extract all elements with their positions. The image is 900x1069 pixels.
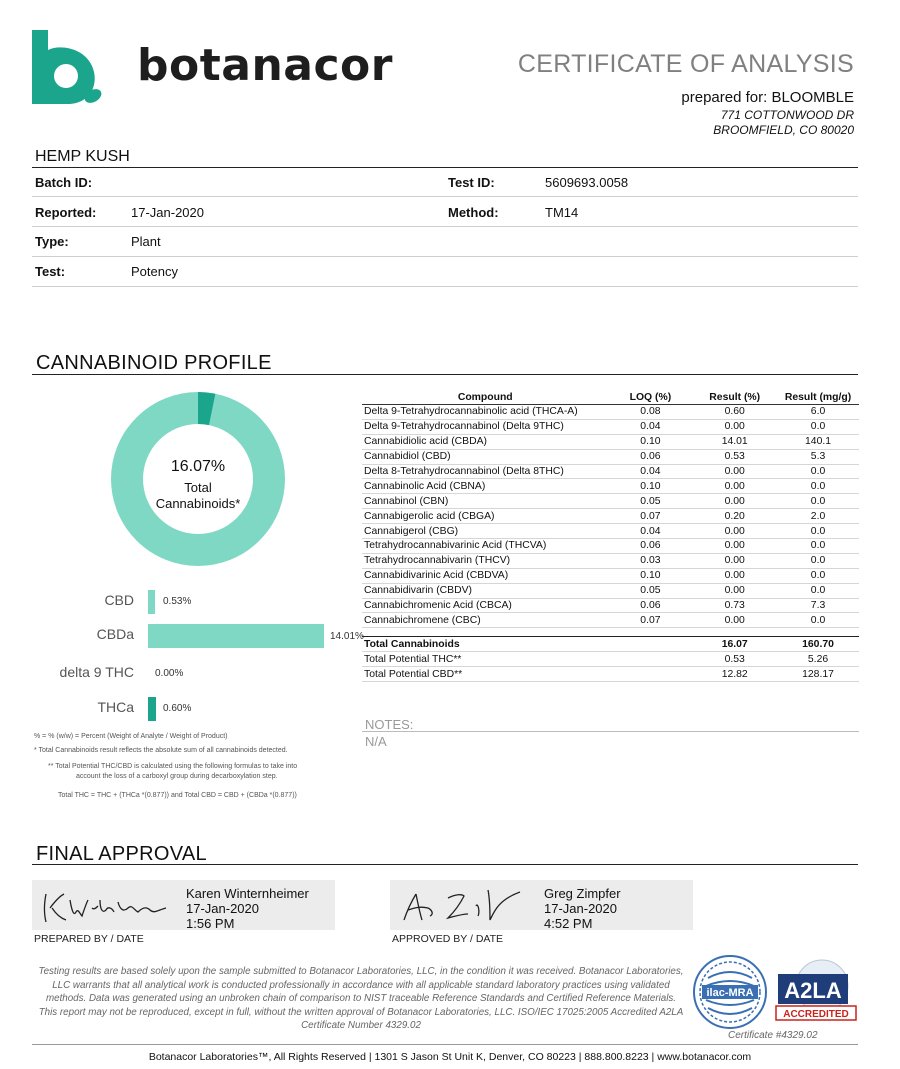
table-row	[362, 479, 859, 494]
table-row	[362, 539, 859, 554]
bar-value: 0.60%	[163, 703, 192, 714]
result-pct-cell: 0.00	[692, 524, 777, 539]
result-mg-cell: 0.0	[777, 539, 859, 554]
prepared-by-caption: PREPARED BY / DATE	[34, 933, 144, 945]
table-row	[362, 405, 859, 420]
batch-id-label: Batch ID:	[35, 175, 93, 190]
result-mg-cell: 0.0	[777, 479, 859, 494]
certificate-number: Certificate #4329.02	[728, 1030, 818, 1041]
donut-label-2: Cannabinoids*	[155, 496, 241, 511]
compound-cell: Delta 8-Tetrahydrocannabinol (Delta 8THC)	[362, 464, 608, 479]
notes-value: N/A	[365, 734, 387, 749]
total-row	[362, 637, 859, 652]
result-pct-cell: 14.01	[692, 434, 777, 449]
test-id-value: 5609693.0058	[545, 175, 629, 190]
footnote-percent: % = % (w/w) = Percent (Weight of Analyte / Weight of Product)	[34, 733, 228, 740]
total-pct-cell: 16.07	[692, 637, 777, 652]
prepared-by-time: 1:56 PM	[186, 916, 235, 931]
approved-by-caption: APPROVED BY / DATE	[392, 933, 504, 945]
compound-cell: Delta 9-Tetrahydrocannabinolic acid (THCA-A)	[362, 405, 608, 420]
result-pct-cell: 0.60	[692, 405, 777, 420]
compound-cell: Cannabidiol (CBD)	[362, 449, 608, 464]
table-row	[362, 598, 859, 613]
result-pct-cell: 0.00	[692, 613, 777, 628]
table-row	[362, 449, 859, 464]
bar-cbd	[148, 590, 155, 614]
compound-cell: Cannabichromenic Acid (CBCA)	[362, 598, 608, 613]
col-compound: Compound	[362, 391, 608, 405]
donut-ring	[127, 408, 269, 550]
table-row	[362, 464, 859, 479]
result-mg-cell: 0.0	[777, 568, 859, 583]
loq-cell: 0.05	[608, 494, 692, 509]
result-mg-cell: 0.0	[777, 553, 859, 568]
reported-value: 17-Jan-2020	[131, 205, 204, 220]
result-mg-cell: 2.0	[777, 509, 859, 524]
ilac-text: ilac-MRA	[706, 987, 754, 999]
result-pct-cell: 0.00	[692, 539, 777, 554]
bar-label: THCa	[97, 699, 134, 715]
footnote-potential-2: account the loss of a carboxyl group during decarboxylation step.	[76, 773, 278, 780]
total-loq-cell	[608, 637, 692, 652]
total-mg-cell: 160.70	[777, 637, 859, 652]
table-row	[362, 568, 859, 583]
table-row	[362, 583, 859, 598]
prepared-by-name: Karen Winternheimer	[186, 886, 309, 901]
method-label: Method:	[448, 205, 499, 220]
results-table	[362, 391, 859, 682]
compound-cell: Cannabichromene (CBC)	[362, 613, 608, 628]
bar-label: CBD	[104, 592, 134, 608]
total-pct-cell: 12.82	[692, 667, 777, 682]
a2la-logo	[772, 958, 860, 1024]
bar-label: delta 9 THC	[59, 664, 134, 680]
result-mg-cell: 5.3	[777, 449, 859, 464]
approved-by-time: 4:52 PM	[544, 916, 593, 931]
profile-heading: CANNABINOID PROFILE	[36, 352, 272, 374]
result-mg-cell: 0.0	[777, 464, 859, 479]
table-row	[362, 553, 859, 568]
result-pct-cell: 0.20	[692, 509, 777, 524]
result-mg-cell: 7.3	[777, 598, 859, 613]
loq-cell: 0.06	[608, 598, 692, 613]
approved-signature-box	[390, 880, 693, 930]
donut-label-1: Total	[184, 480, 212, 495]
document-title: CERTIFICATE OF ANALYSIS	[517, 50, 854, 78]
approved-by-date: 17-Jan-2020	[544, 901, 617, 916]
result-mg-cell: 6.0	[777, 405, 859, 420]
table-spacer	[362, 628, 859, 637]
table-row	[362, 524, 859, 539]
company-logo	[30, 30, 106, 106]
loq-cell: 0.10	[608, 568, 692, 583]
total-mg-cell: 128.17	[777, 667, 859, 682]
approved-signature	[398, 884, 528, 926]
loq-cell: 0.04	[608, 464, 692, 479]
compound-cell: Tetrahydrocannabivarin (THCV)	[362, 553, 608, 568]
compound-cell: Cannabidivarin (CBDV)	[362, 583, 608, 598]
loq-cell: 0.04	[608, 524, 692, 539]
table-header-row	[362, 391, 859, 405]
notes-label: NOTES:	[365, 717, 414, 732]
bar-cbda	[148, 624, 324, 648]
loq-cell: 0.07	[608, 613, 692, 628]
loq-cell: 0.10	[608, 434, 692, 449]
total-row	[362, 667, 859, 682]
address-line-1: 771 COTTONWOOD DR	[720, 108, 854, 122]
result-pct-cell: 0.00	[692, 568, 777, 583]
result-mg-cell: 0.0	[777, 419, 859, 434]
compound-cell: Tetrahydrocannabivarinic Acid (THCVA)	[362, 539, 608, 554]
compound-cell: Cannabigerolic acid (CBGA)	[362, 509, 608, 524]
compound-cell: Cannabidivarinic Acid (CBDVA)	[362, 568, 608, 583]
loq-cell: 0.03	[608, 553, 692, 568]
footer-text: Botanacor Laboratories™, All Rights Reserved | 1301 S Jason St Unit K, Denver, CO 80223 | 888.800.8223 | www.botanacor.com	[148, 1051, 752, 1063]
prepared-for: prepared for: BLOOMBLE	[681, 89, 854, 106]
table-row	[362, 434, 859, 449]
result-pct-cell: 0.00	[692, 479, 777, 494]
result-mg-cell: 140.1	[777, 434, 859, 449]
table-row	[362, 613, 859, 628]
loq-cell: 0.10	[608, 479, 692, 494]
approved-by-name: Greg Zimpfer	[544, 886, 621, 901]
total-name-cell: Total Cannabinoids	[362, 637, 608, 652]
brand-name: botanacor	[137, 40, 393, 91]
loq-cell: 0.04	[608, 419, 692, 434]
total-loq-cell	[608, 667, 692, 682]
result-pct-cell: 0.00	[692, 494, 777, 509]
result-mg-cell: 0.0	[777, 494, 859, 509]
result-pct-cell: 0.73	[692, 598, 777, 613]
result-pct-cell: 0.00	[692, 583, 777, 598]
result-pct-cell: 0.00	[692, 419, 777, 434]
test-id-label: Test ID:	[448, 175, 495, 190]
donut-value: 16.07%	[170, 458, 226, 475]
table-row	[362, 494, 859, 509]
compound-cell: Delta 9-Tetrahydrocannabinol (Delta 9THC)	[362, 419, 608, 434]
loq-cell: 0.08	[608, 405, 692, 420]
loq-cell: 0.05	[608, 583, 692, 598]
reported-label: Reported:	[35, 205, 97, 220]
accredited-text: ACCREDITED	[783, 1009, 849, 1020]
approval-heading: FINAL APPROVAL	[36, 843, 207, 865]
table-row	[362, 419, 859, 434]
footnote-formula: Total THC = THC + (THCa *(0.877)) and Total CBD = CBD + (CBDa *(0.877))	[58, 792, 297, 799]
col-loq: LOQ (%)	[608, 391, 692, 405]
col-result-pct: Result (%)	[692, 391, 777, 405]
loq-cell: 0.06	[608, 539, 692, 554]
result-mg-cell: 0.0	[777, 583, 859, 598]
bar-value: 14.01%	[330, 631, 364, 642]
type-label: Type:	[35, 234, 69, 249]
result-pct-cell: 0.00	[692, 464, 777, 479]
total-row	[362, 652, 859, 667]
type-value: Plant	[131, 234, 161, 249]
ilac-mra-logo	[692, 954, 768, 1030]
test-label: Test:	[35, 264, 66, 279]
footnote-potential-1: ** Total Potential THC/CBD is calculated using the following formulas to take into	[48, 763, 298, 770]
loq-cell: 0.06	[608, 449, 692, 464]
total-name-cell: Total Potential CBD**	[362, 667, 608, 682]
test-value: Potency	[131, 264, 178, 279]
loq-cell: 0.07	[608, 509, 692, 524]
table-row	[362, 509, 859, 524]
compound-cell: Cannabinol (CBN)	[362, 494, 608, 509]
footnote-total: * Total Cannabinoids result reflects the absolute sum of all cannabinoids detected.	[34, 747, 288, 754]
compound-cell: Cannabidiolic acid (CBDA)	[362, 434, 608, 449]
prepared-by-date: 17-Jan-2020	[186, 901, 259, 916]
donut-chart	[110, 391, 286, 567]
result-pct-cell: 0.00	[692, 553, 777, 568]
bar-thca	[148, 697, 156, 721]
prepared-signature	[38, 886, 178, 926]
bar-value: 0.53%	[163, 596, 192, 607]
bar-label: CBDa	[96, 626, 134, 642]
total-name-cell: Total Potential THC**	[362, 652, 608, 667]
compound-cell: Cannabigerol (CBG)	[362, 524, 608, 539]
result-mg-cell: 0.0	[777, 613, 859, 628]
a2la-text: A2LA	[784, 978, 842, 1003]
method-value: TM14	[545, 205, 579, 220]
total-mg-cell: 5.26	[777, 652, 859, 667]
address-line-2: BROOMFIELD, CO 80020	[713, 123, 854, 137]
total-pct-cell: 0.53	[692, 652, 777, 667]
compound-cell: Cannabinolic Acid (CBNA)	[362, 479, 608, 494]
disclaimer-text: Testing results are based solely upon the sample submitted to Botanacor Laboratories, LLC, in the condition it was received. Botanacor Laboratories, LLC warrants that all analytical work is conducted professionally in accordance with all applicable standard laboratory practices using validated methods. Data was generated using an unbroken chain of comparison to NIST traceable Reference Standards and Certified Reference Materials. This report may not be reproduced, except in full, without the written approval of Botanacor Laboratories, LLC. ISO/IEC 17025:2005 Accredited A2LA Certificate Number 4329.02	[38, 966, 684, 1031]
result-mg-cell: 0.0	[777, 524, 859, 539]
bar-value: 0.00%	[155, 668, 184, 679]
result-pct-cell: 0.53	[692, 449, 777, 464]
sample-name: HEMP KUSH	[35, 148, 130, 165]
col-result-mg: Result (mg/g)	[777, 391, 859, 405]
prepared-signature-box	[32, 880, 335, 930]
total-loq-cell	[608, 652, 692, 667]
